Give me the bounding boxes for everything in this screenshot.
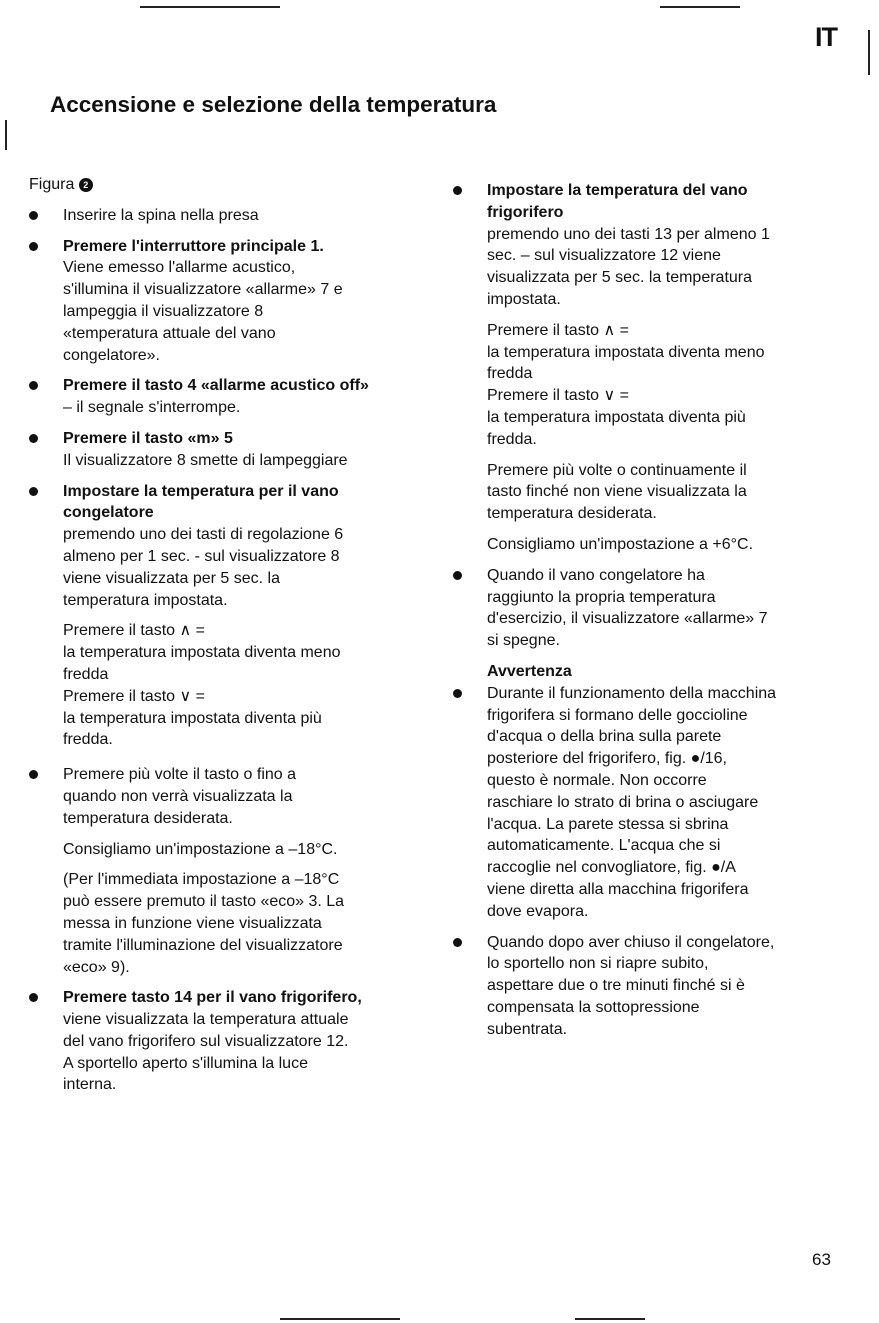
step-alarm-off: Premere il tasto 4 «allarme acustico off» – il segnale s'interrompe. bbox=[63, 375, 418, 419]
note-condensation: Durante il funzionamento della macchina frigorifera si formano delle goccioline d'acqua o della brina sulla parete posteriore del frigorifero, fig. ●/16, questo è normale. Non occorre raschiare lo strato di brina o asciugare l'acqua. La parete stessa si sbrina automaticamente. L'acqua che si raccoglie nel convogliatore, fig. ●/A viene diretta alla macchina frigorifera dove evapora. bbox=[487, 683, 837, 923]
margin-line bbox=[868, 30, 870, 75]
fridge-repeat-press: Premere più volte o continuamente il tasto finché non viene visualizzata la temperatura desiderata. bbox=[487, 461, 747, 523]
left-column bbox=[29, 174, 418, 1096]
fridge-recommendation: Consigliamo un'impostazione a +6°C. bbox=[487, 535, 754, 553]
step-main-switch: Premere l'interruttore principale 1. Viene emesso l'allarme acustico, s'illumina il visualizzatore «allarme» 7 e lampeggia il visualizzatore 8 «temperatura attuale del vano congelatore». bbox=[63, 236, 418, 367]
eco-note: (Per l'immediata impostazione a –18°C può essere premuto il tasto «eco» 3. La messa in funzione viene visualizzata tramite l'illuminazione del visualizzatore «eco» 9). bbox=[63, 871, 345, 976]
step-set-fridge-temp: Impostare la temperatura del vano frigorifero premendo uno dei tasti 13 per almeno 1 sec. – sul visualizzatore 12 viene visualizzata per 5 sec. la temperatura impostata. bbox=[487, 180, 837, 311]
step-set-freezer-temp: Impostare la temperatura per il vano congelatore premendo uno dei tasti di regolazione 6 almeno per 1 sec. - sul visualizzatore 8 viene visualizzata per 5 sec. la temperatura impostata. bbox=[63, 481, 418, 612]
step-repeat-press: Premere più volte il tasto o fino a quando non verrà visualizzata la temperatura desiderata. bbox=[63, 764, 418, 829]
fridge-key-instructions: Premere il tasto ∧ = la temperatura impostata diventa meno fredda Premere il tasto ∨ = la temperatura impostata diventa più fredda. bbox=[487, 321, 765, 448]
top-rule bbox=[660, 6, 740, 8]
figure-label: Figura 2 bbox=[29, 174, 418, 196]
page-title: Accensione e selezione della temperatura bbox=[50, 92, 497, 117]
language-tag: IT bbox=[815, 22, 837, 52]
freezer-recommendation: Consigliamo un'impostazione a –18°C. bbox=[63, 840, 338, 858]
right-column bbox=[487, 180, 837, 1040]
figure-number-badge: 2 bbox=[79, 178, 93, 192]
step-plug-in: Inserire la spina nella presa bbox=[63, 205, 418, 227]
note-door-reopen: Quando dopo aver chiuso il congelatore, lo sportello non si riapre subito, aspettare due o tre minuti finché si è compensata la sottopressione subentrata. bbox=[487, 932, 837, 1041]
margin-line bbox=[5, 120, 7, 150]
top-rule bbox=[140, 6, 280, 8]
bottom-rule bbox=[575, 1318, 645, 1320]
freezer-key-instructions: Premere il tasto ∧ = la temperatura impostata diventa meno fredda Premere il tasto ∨ = la temperatura impostata diventa più fredda. bbox=[63, 622, 341, 749]
step-m-button: Premere il tasto «m» 5 Il visualizzatore 8 smette di lampeggiare bbox=[63, 428, 418, 472]
page-number: 63 bbox=[812, 1250, 831, 1269]
warning-heading: Avvertenza bbox=[487, 662, 572, 680]
bottom-rule bbox=[280, 1318, 400, 1320]
step-fridge-button: Premere tasto 14 per il vano frigorifero, viene visualizzata la temperatura attuale del vano frigorifero sul visualizzatore 12. A sportello aperto s'illumina la luce interna. bbox=[63, 987, 418, 1096]
step-alarm-clears: Quando il vano congelatore ha raggiunto la propria temperatura d'esercizio, il visualizzatore «allarme» 7 si spegne. bbox=[487, 565, 837, 652]
